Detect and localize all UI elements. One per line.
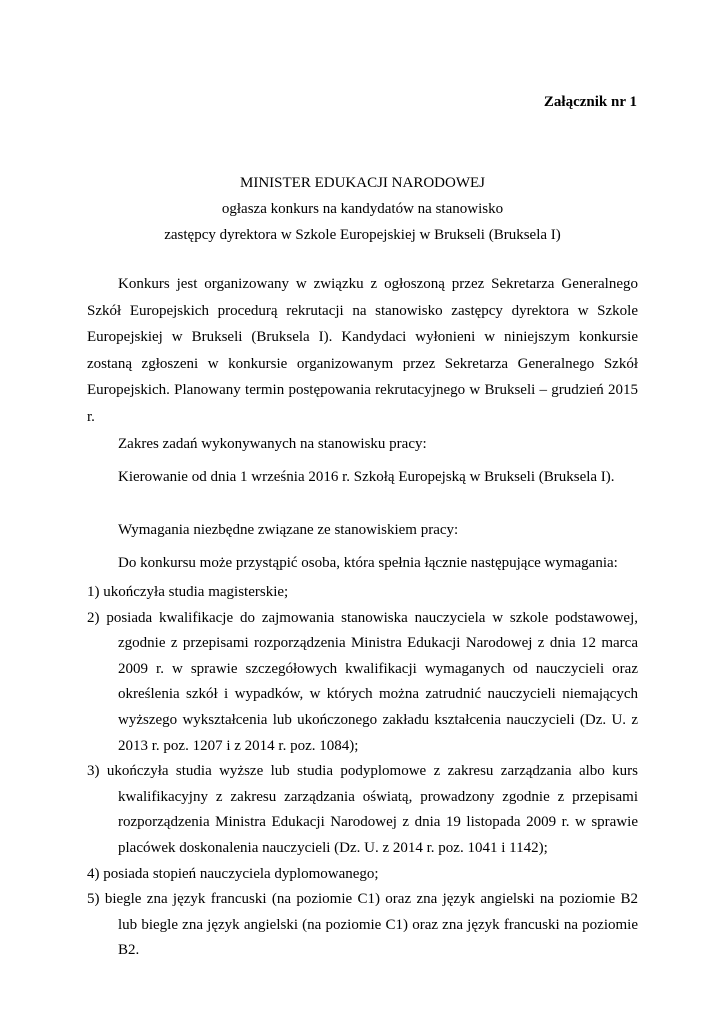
duties-text: Kierowanie od dnia 1 września 2016 r. Szkołą Europejską w Brukseli (Bruksela I).	[118, 469, 615, 485]
requirements-heading: Wymagania niezbędne związane ze stanowiskiem pracy:	[118, 522, 459, 538]
annex-label: Załącznik nr 1	[543, 94, 637, 110]
heading-line-minister: MINISTER EDUKACJI NARODOWEJ	[240, 175, 485, 191]
requirement-item: 4) posiada stopień nauczyciela dyplomowanego;	[87, 865, 379, 882]
requirement-item: 2) posiada kwalifikacje do zajmowania stanowiska nauczyciela w szkole podstawowej, zgodnie z przepisami rozporządzenia Ministra Edukacji Narodowej z dnia 12 marca 2009 r. w sprawie szczegółowych kwalifikacji wymaganych od nauczycieli oraz określenia szkół i wypadków, w których można zatrudnić nauczycieli niemających wyższego wykształcenia lub ukończonego zakładu kształcenia nauczycieli (Dz. U. z 2013 r. poz. 1207 i z 2014 r. poz. 1084);	[87, 609, 638, 754]
requirements-lead: Do konkursu może przystąpić osoba, która spełnia łącznie następujące wymagania:	[118, 555, 618, 571]
requirements-list	[87, 580, 638, 964]
requirement-item: 5) biegle zna język francuski (na poziomie C1) oraz zna język angielski na poziomie B2 lub biegle zna język angielski (na poziomie C1) oraz zna język francuski na poziomie B2.	[87, 891, 638, 959]
heading-line-position: zastępcy dyrektora w Szkole Europejskiej w Brukseli (Bruksela I)	[164, 227, 561, 243]
announcement-heading	[0, 170, 725, 248]
requirement-item: 3) ukończyła studia wyższe lub studia podyplomowe z zakresu zarządzania albo kurs kwalifikacyjny z zakresu zarządzania oświatą, prowadzony zgodnie z przepisami rozporządzenia Ministra Edukacji Narodowej z dnia 19 listopada 2009 r. w sprawie placówek doskonalenia nauczycieli (Dz. U. z 2014 r. poz. 1041 i 1142);	[87, 763, 638, 856]
duties-heading: Zakres zadań wykonywanych na stanowisku pracy:	[118, 436, 427, 452]
requirement-item: 1) ukończyła studia magisterskie;	[87, 584, 289, 600]
heading-line-announces: ogłasza konkurs na kandydatów na stanowisko	[221, 201, 504, 217]
intro-paragraph: Konkurs jest organizowany w związku z ogłoszoną przez Sekretarza Generalnego Szkół Europejskich procedurą rekrutacji na stanowisko zastępcy dyrektora w Szkole Europejskiej w Brukseli (Bruksela I). Kandydaci wyłonieni w niniejszym konkursie zostaną zgłoszeni w konkursie organizowanym przez Sekretarza Generalnego Szkół Europejskich. Planowany termin postępowania rekrutacyjnego w Brukseli – grudzień 2015 r.	[87, 276, 638, 425]
